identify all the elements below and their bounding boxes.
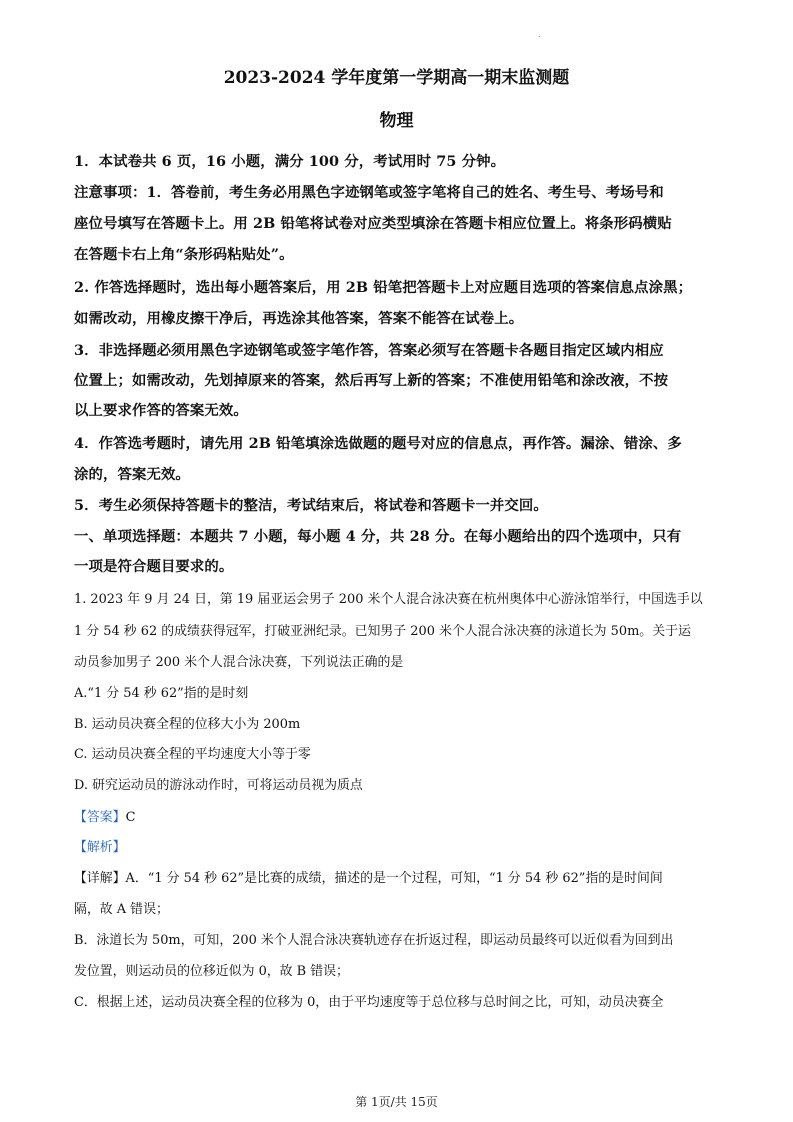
subject-title: 物理 (379, 111, 414, 131)
analysis-label: 【解析】 (74, 840, 126, 855)
answer-label: 【答案】 (74, 810, 126, 825)
answer-line (74, 806, 744, 825)
note-line: 座位号填写在答题卡上。用 2B 铅笔将试卷对应类型填涂在答题卡相应位置上。将条形码横贴 (74, 215, 672, 232)
detail-line: C．根据上述，运动员决赛全程的位移为 0，由于平均速度等于总位移与总时间之比，可知，动员决赛全 (74, 995, 664, 1010)
corner-mark: . (538, 30, 541, 39)
option-b: B. 运动员决赛全程的位移大小为 200m (74, 717, 301, 732)
detail-line: 发位置，则运动员的位移近似为 0，故 B 错误； (74, 964, 349, 979)
note-line: 以上要求作答的答案无效。 (74, 402, 248, 419)
answer-value: C (125, 810, 136, 825)
note-line: 5．考生必须保持答题卡的整洁，考试结束后，将试卷和答题卡一并交回。 (74, 497, 548, 514)
note-line: 注意事项：1．答卷前，考生务必用黑色字迹钢笔或签字笔将自己的姓名、考生号、考场号和 (74, 184, 664, 201)
note-line: 2. 作答选择题时，选出每小题答案后，用 2B 铅笔把答题卡上对应题目选项的答案信息点涂黑； (74, 279, 693, 296)
detail-line: B．泳道长为 50m，可知，200 米个人混合泳决赛轨迹存在折返过程，即运动员最终可以近似看为回到出 (74, 933, 674, 948)
note-line: 在答题卡右上角“条形码粘贴处”。 (74, 246, 294, 263)
section-heading: 一项是符合题目要求的。 (74, 558, 234, 575)
question-stem-line: 1. 2023 年 9 月 24 日，第 19 届亚运会男子 200 米个人混合泳决赛在杭州奥体中心游泳馆举行，中国选手以 (74, 592, 703, 607)
note-line: 涂的，答案无效。 (74, 466, 190, 483)
question-stem-line: 1 分 54 秒 62 的成绩获得冠军，打破亚洲纪录。已知男子 200 米个人混合泳决赛的泳道长为 50m。关于运 (74, 624, 691, 639)
detail-line: 隔，故 A 错误； (74, 902, 169, 917)
note-line: 1．本试卷共 6 页，16 小题，满分 100 分，考试用时 75 分钟。 (74, 153, 506, 170)
note-line: 3．非选择题必须用黑色字迹钢笔或签字笔作答，答案必须写在答题卡各题目指定区域内相应 (74, 342, 664, 359)
note-line: 4．作答选考题时，请先用 2B 铅笔填涂选做题的题号对应的信息点，再作答。漏涂、错涂、多 (74, 435, 682, 452)
exam-title: 2023-2024 学年度第一学期高一期末监测题 (223, 68, 570, 88)
detail-line: 【详解】A．“1 分 54 秒 62”是比赛的成绩，描述的是一个过程，可知，“1 分 54 秒 62”指的是时间间 (74, 871, 663, 886)
option-a: A.“1 分 54 秒 62”指的是时刻 (74, 686, 249, 701)
question-stem-line: 动员参加男子 200 米个人混合泳决赛，下列说法正确的是 (74, 655, 404, 670)
option-c: C. 运动员决赛全程的平均速度大小等于零 (74, 747, 311, 762)
section-heading: 一、单项选择题：本题共 7 小题，每小题 4 分，共 28 分。在每小题给出的四个选项中，只有 (74, 528, 682, 545)
note-line: 如需改动，用橡皮擦干净后，再选涂其他答案，答案不能答在试卷上。 (74, 310, 524, 327)
page-number: 第 1页/共 15页 (355, 1095, 438, 1109)
option-d: D. 研究运动员的游泳动作时，可将运动员视为质点 (74, 778, 363, 793)
note-line: 位置上；如需改动，先划掉原来的答案，然后再写上新的答案；不准使用铅笔和涂改液，不按 (74, 372, 669, 389)
